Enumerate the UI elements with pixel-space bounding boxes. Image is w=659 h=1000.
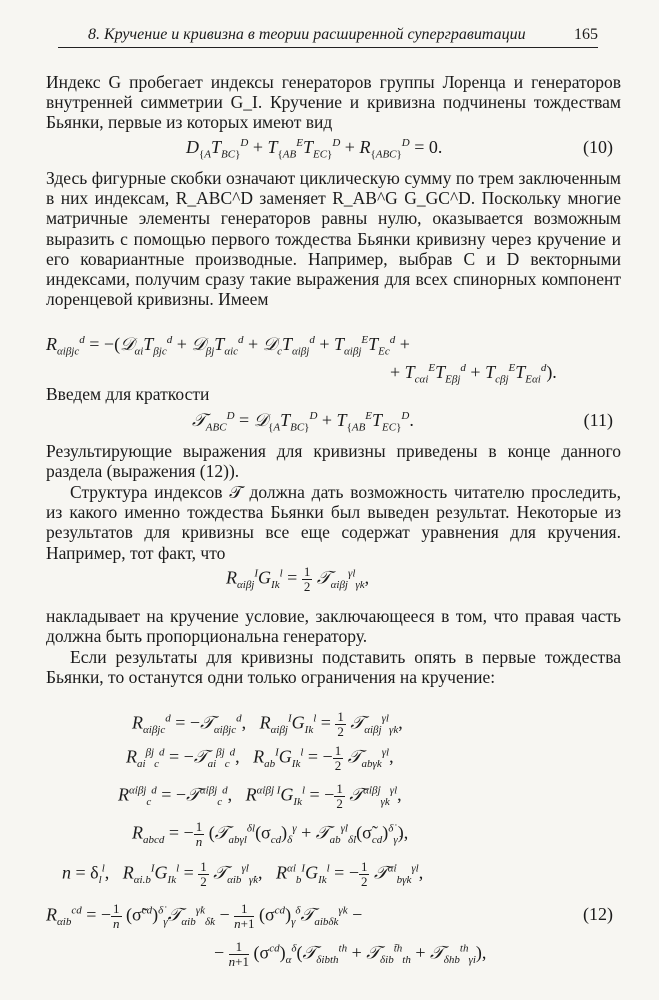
equation-10: $D_{\{A}T_{BC\}}^D + T_{\{AB}^ET_{EC\}}^D + R_{\{ABC\}}^D = 0$.	[186, 137, 443, 161]
paragraph-3: Введем для краткости	[46, 384, 210, 404]
page-number: 165	[574, 26, 598, 43]
equation-curvature-line-2: + $T_{c\alpha i}^ET_{E\beta j}^d + T_{c\beta j}^ET_{E\alpha i}^d$).	[390, 362, 557, 386]
paragraph-1: Индекс G пробегает индексы генераторов группы Лоренца и генераторов внутренней симметрии G_I. Кручение и кривизна подчинены тождествам Бьянки, первые из которых имеют вид	[46, 72, 621, 133]
equation-12-number: (12)	[583, 904, 613, 924]
chapter-title: 8. Кручение и кривизна в теории расширенной супергравитации	[88, 26, 526, 43]
equation-12-line-1: $R_{\alpha ib}^{cd}$ = − $\frac{1}{n}$ (σ̃$^{cd}$)$^{\deltȧ}_{\gammȧ}$𝒯$_{\alpha ib}^{\gammȧk}_{\deltȧk}$ − $\frac{1}{n+1}$ $(\sigma^{cd})_\gamma^\delta 𝒯_{aib\delta k}^{\gamma k}$ −	[46, 901, 363, 931]
equation-constraint-5: $n = \delta_l^l$, $R_{\alpha i.b}^IG_{Ik}^l$ = $\frac{1}{2}$ 𝒯$_{\alpha ib}^{\gammȧl}_{\gammȧk}$, $R^{\alphȧi}_b^IG_{Ik}^l$ = − $\frac{1}{2}$ 𝒯$^{\alphȧi}_{b\gamma k}^{\gamma l}$,	[62, 859, 424, 889]
header-rule	[58, 47, 598, 48]
equation-curvature-line-1: $R_{\alpha i\beta jc}^d$ = $-(𝒟_{\alpha i}T_{\beta jc}^d$ + $𝒟_{\beta j}T_{\alpha ic}^d$ + $𝒟_cT_{\alpha i\beta j}^d + T_{\alpha i\beta j}^ET_{Ec}^d$ +	[46, 334, 410, 358]
equation-11-number: (11)	[583, 410, 613, 430]
paragraph-5: Структура индексов 𝒯 должна дать возможность читателю проследить, из какого именно тождества Бьянки был выведен результат. Некоторые из результатов для кривизны все еще содержат уравнения для кручения. Например, тот факт, что	[46, 482, 621, 563]
equation-torsion-generator: $R_{\alpha i\beta j}^IG_{Ik}^l$ = $\frac{1}{2}$ 𝒯$_{\alpha i\beta j}^{\gamma l}_{\gamma k}$,	[226, 564, 370, 594]
equation-constraint-1: $R_{\alpha i\beta jc}^d$ = −𝒯$_{\alpha i\beta jc}^d$, $R_{\alpha i\beta j}^IG_{Ik}^l$ = $\frac{1}{2}$ 𝒯$_{\alpha i\beta j}^{\gamma l}_{\gamma k}$,	[132, 709, 403, 739]
equation-constraint-2: $R_{ai}^{\beta j}_c^d$ = −𝒯$_{ai}^{\beta j}_c^d$, $R_{ab}^IG_{Ik}^l$ = − $\frac{1}{2}$ 𝒯$_{ab\gamma k}^{\gamma l}$,	[126, 743, 394, 773]
paragraph-6: накладывает на кручение условие, заключающееся в том, что правая часть должна быть пропорциональна генератору.	[46, 606, 621, 647]
equation-12-line-2: − $\frac{1}{n+1}$ $(\sigma^{cd})_\alpha^\delta(𝒯_{\delta ibth}^{th}$ + 𝒯$_{\delta ib}^{t̃h}_{th}$ + 𝒯$_{\delta hb}^{th}_{\gamma i}$),	[214, 939, 487, 969]
running-header	[58, 24, 598, 48]
equation-11: 𝒯$_{ABC}^D$ = $𝒟_{\{A}T_{BC\}}^D + T_{\{AB}^ET_{EC\}}^D$.	[192, 410, 414, 434]
equation-10-number: (10)	[583, 137, 613, 157]
paragraph-2: Здесь фигурные скобки означают циклическую сумму по трем заключенным в них индексам, R_ABC^D заменяет R_AB^G G_GC^D. Поскольку многие матричные элементы генераторов равны нулю, оказывается возможным выразить с помощью первого тождества Бьянки кривизну через кручение и его ковариантные производные. Например, выбрав C и D векторными индексами, получим сразу такие выражения для всех спинорных компонент лоренцевой кривизны. Имеем	[46, 168, 621, 310]
equation-constraint-4: $R_{abcd}$ = − $\frac{1}{n}$ ($𝒯_{ab\gamma l}^{\delta l}(\sigma_{cd})_\delta^\gamma$ + $𝒯_{ab}^{\gammȧl}_{\deltȧl}(\sigmã_{cd})^{\deltȧ}_{\gammȧ}$),	[132, 819, 409, 849]
equation-constraint-3: $R^{\alphȧi\beta j}_c^d$ = −𝒯$^{\alphȧi\beta j}_c^d$, $R^{\alphȧi\betȧj I}G_{Ik}^l$ = − $\frac{1}{2}$ 𝒯$^{\alphȧi\betȧj}_{\gamma k}^{\gamma l}$,	[118, 781, 402, 811]
paragraph-4: Результирующие выражения для кривизны приведены в конце данного раздела (выражения (12)).	[46, 441, 621, 482]
paragraph-7: Если результаты для кривизны подставить опять в первые тождества Бьянки, то останутся одни только ограничения на кручение:	[46, 647, 621, 688]
